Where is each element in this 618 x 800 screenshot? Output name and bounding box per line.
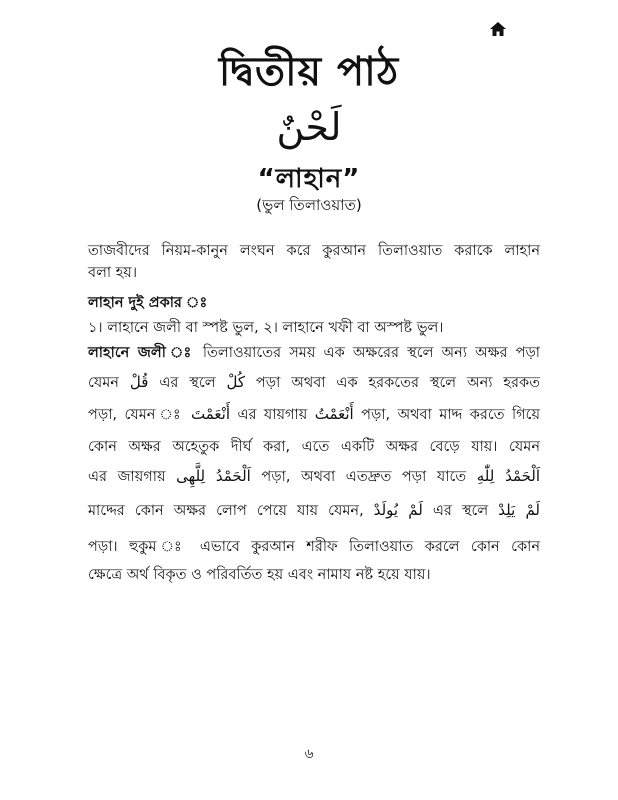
subtitle-note: (ভুল তিলাওয়াত): [256, 196, 362, 214]
arabic-example: لَمْ يَلِدْ: [498, 501, 541, 519]
arabic-example: اَلْحَمْدُ لِلَّهِى: [176, 467, 251, 485]
jali-line2: [88, 372, 540, 396]
text-span: এর যায়গায়: [237, 407, 308, 423]
page-title: দ্বিতীয় পাঠ: [218, 49, 400, 95]
arabic-example: أَنْعَمْتُ: [314, 405, 354, 423]
jali-line3: [88, 404, 540, 428]
page-number: ৬: [304, 746, 314, 762]
types-heading: লাহান দুই প্রকার ঃ: [88, 295, 208, 311]
arabic-example: كُلْ: [226, 373, 245, 391]
jali-line7: পড়া। হুকুম ঃ এভাবে কুরআন শরীফ তিলাওয়াত করলে কোন কোন: [88, 539, 540, 555]
jali-line1-text: তিলাওয়াতের সময় এক অক্ষরের স্থলে অন্য অক্ষর পড়া: [202, 345, 540, 361]
text-span: এর স্থলে: [159, 375, 216, 391]
lesson-subtitle: “লাহান”: [257, 164, 361, 194]
paragraph1-line2: বলা হয়।: [88, 265, 138, 281]
home-icon[interactable]: [490, 22, 506, 36]
arabic-example: أَنْعَمْتَ: [191, 405, 230, 423]
text-span: পড়া, যেমন ঃ: [88, 407, 184, 423]
arabic-title-word: لَحْنٌ: [276, 105, 342, 149]
arabic-example: قُلْ: [129, 373, 149, 391]
text-span: পড়া অথবা এক হরকতের স্থলে অন্য হরকত: [255, 375, 541, 391]
text-span: পড়া, অথবা এতদ্রুত পড়া যাতে: [261, 469, 467, 485]
jali-line1: [88, 342, 540, 366]
jali-line5: [88, 466, 540, 490]
text-span: মাদ্দের কোন অক্ষর লোপ পেয়ে যায় যেমন,: [88, 503, 364, 519]
arabic-example: اَلْحَمْدُ لِلّٰهِ: [476, 467, 541, 485]
text-span: পড়া, অথবা মাদ্দ করতে গিয়ে: [361, 407, 541, 423]
text-span: এর জায়গায়: [88, 469, 166, 485]
paragraph1-line1: তাজবীদের নিয়ম-কানুন লংঘন করে কুরআন তিলাওয়াত করাকে লাহান: [88, 243, 540, 259]
jali-label: লাহানে জলী ঃ: [88, 345, 195, 361]
types-line: ১। লাহানে জলী বা স্পষ্ট ভুল, ২। লাহানে খফী বা অস্পষ্ট ভুল।: [88, 320, 444, 336]
jali-line6: [88, 500, 540, 524]
text-span: যেমন: [88, 375, 119, 391]
text-span: এর স্থলে: [432, 503, 489, 519]
arabic-example: لَمْ يُولَدْ: [373, 501, 423, 519]
jali-line4: কোন অক্ষর অহেতুক দীর্ঘ করা, এতে একটি অক্ষর বেড়ে যায়। যেমন: [88, 439, 540, 455]
jali-line8: ক্ষেত্রে অর্থ বিকৃত ও পরিবর্তিত হয় এবং নামায নষ্ট হয়ে যায়।: [88, 567, 431, 583]
